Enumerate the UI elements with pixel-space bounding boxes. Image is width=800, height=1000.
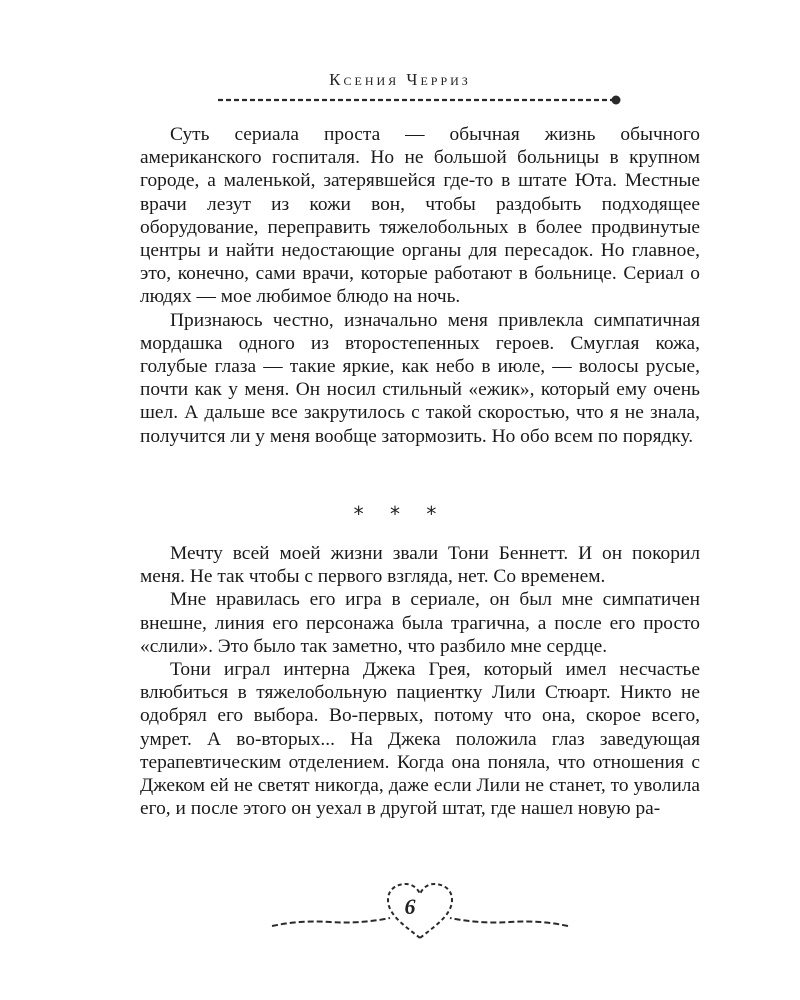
header-dashed-rule	[216, 92, 624, 108]
text-block-2	[140, 542, 700, 820]
text-block-1	[140, 123, 700, 448]
section-separator: * * *	[353, 502, 447, 526]
footer-right-flourish	[450, 918, 568, 926]
paragraph: Тони играл интерна Джека Грея, который имел несчастье влюбиться в тяжелобольную пациентку Лили Стюарт. Никто не одобрял его выбора. Во-первых, потому что она, скорое всего, умрет. А во-вторых... На Джека положила глаз заведующая терапевтическим отделением. Когда она поняла, что отношения с Джеком ей не светят никогда, даже если Лили не станет, то уволила его, и после этого он уехал в другой штат, где нашел новую ра-	[140, 659, 700, 820]
paragraph: Мне нравилась его игра в сериале, он был мне симпатичен внешне, линия его персонажа была трагична, а после его просто «слили». Это было так заметно, что разбило мне сердце.	[140, 589, 700, 657]
running-header-author: Ксения Черриз	[329, 70, 471, 89]
page-number: 6	[404, 894, 416, 919]
paragraph: Признаюсь честно, изначально меня привлекла симпатичная мордашка одного из второстепенных героев. Смуглая кожа, голубые глаза — такие яркие, как небо в июле, — волосы русые, почти как у меня. Он носил стильный «ежик», который ему очень шел. А дальше все закрутилось с такой скоростью, что я не знала, получится ли у меня вообще затормозить. Но обо всем по порядку.	[140, 309, 700, 447]
paragraph: Суть сериала проста — обычная жизнь обычного американского госпиталя. Но не большой больницы в крупном городе, а маленькой, затерявшейся где-то в штате Юта. Местные врачи лезут из кожи вон, чтобы раздобыть подходящее оборудование, переправить тяжелобольных в более продвинутые центры и найти недостающие органы для пересадок. Но главное, это, конечно, сами врачи, которые работают в больнице. Сериал о людях — мое любимое блюдо на ночь.	[140, 124, 700, 308]
paragraph: Мечту всей моей жизни звали Тони Беннетт. И он покорил меня. Не так чтобы с первого взгляда, нет. Со временем.	[140, 543, 700, 588]
footer-left-flourish	[272, 918, 390, 926]
rule-end-dot	[612, 96, 621, 105]
